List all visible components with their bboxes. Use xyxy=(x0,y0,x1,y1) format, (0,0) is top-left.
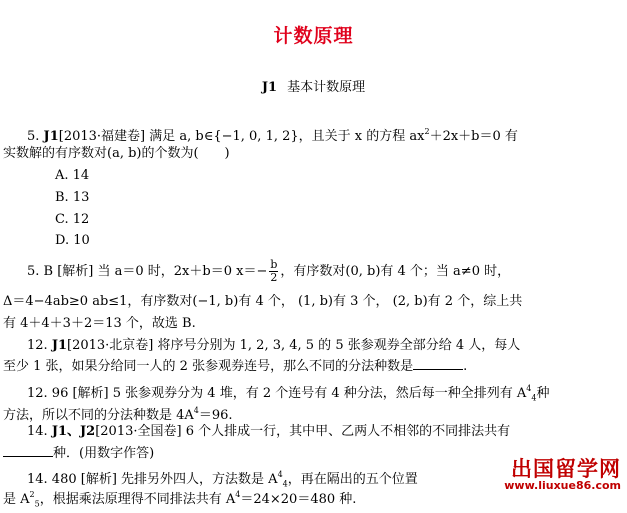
a14-line-2: 是 $A^2_5$，根据乘法原理得不同排法共有 $A^4=24\times 20=480$ 种. xyxy=(3,490,357,509)
q5-line-1: 5. J1[2013·福建卷] 满足 a, b∈{−1, 0, 1, 2}，且关于 x 的方程 $ax^2+2x+b=0$ 有 xyxy=(27,127,518,144)
a12-line-1: 12. 96 [解析] 5 张参观券分为 4 堆，有 2 个连号有 4 种分法，然后每一种全排列有 $A^4_4$种 xyxy=(27,384,550,403)
fraction-b-over-2: $\frac{b}{2}$ xyxy=(270,258,278,284)
q14-line-1: 14. J1、J2[2013·全国卷] 6 个人排成一行，其中甲、乙两人不相邻的不同排法共有 xyxy=(27,424,511,439)
section-name: 基本计数原理 xyxy=(287,80,366,95)
page-title: 计数原理 xyxy=(273,25,354,47)
q5-option-a: A. 14 xyxy=(55,168,90,183)
q12-tag: J1 xyxy=(51,338,68,353)
watermark-title: 出国留学网 xyxy=(511,457,621,481)
section-heading xyxy=(0,76,627,95)
a5-line-2: Δ＝4−4ab≥0 ab≤1，有序数对(−1, b)有 4 个， (1, b)有 3 个， (2, b)有 2 个，综上共 xyxy=(3,294,523,309)
q5-option-d: D. 10 xyxy=(55,233,90,248)
q14-tag: J1、J2 xyxy=(51,424,96,439)
a5-line-1: 5. B [解析] 当 a＝0 时，2x＋b＝0 x＝− $\frac{b}{2}$ ，有序数对(0, b)有 4 个；当 a≠0 时， xyxy=(27,258,511,284)
site-watermark xyxy=(504,458,621,492)
section-code: J1 xyxy=(261,80,278,95)
q14-answer-blank xyxy=(3,456,53,457)
q5-tag: J1 xyxy=(43,129,59,144)
q12-line-2: 至少 1 张，如果分给同一人的 2 张参观券连号，那么不同的分法种数是 . xyxy=(3,359,468,374)
q12-line-1: 12. J1[2013·北京卷] 将序号分别为 1, 2, 3, 4, 5 的 5 张参观券全部分给 4 人，每人 xyxy=(27,338,521,353)
q12-answer-blank xyxy=(413,369,463,370)
q5-line-2: 实数解的有序数对(a, b)的个数为( ) xyxy=(3,146,230,161)
q5-option-b: B. 13 xyxy=(55,190,90,205)
a14-line-1: 14. 480 [解析] 先排另外四人，方法数是 $A^4_4$，再在隔出的五个位置 xyxy=(27,470,418,489)
a5-line-3: 有 4＋4＋3＋2＝13 个，故选 B. xyxy=(3,316,196,331)
a12-line-2: 方法，所以不同的分法种数是 $4A^4=96$. xyxy=(3,406,233,423)
q14-line-2: 种．(用数字作答) xyxy=(3,446,154,462)
q5-option-c: C. 12 xyxy=(55,212,90,227)
watermark-url: www.liuxue86.com xyxy=(504,479,621,492)
